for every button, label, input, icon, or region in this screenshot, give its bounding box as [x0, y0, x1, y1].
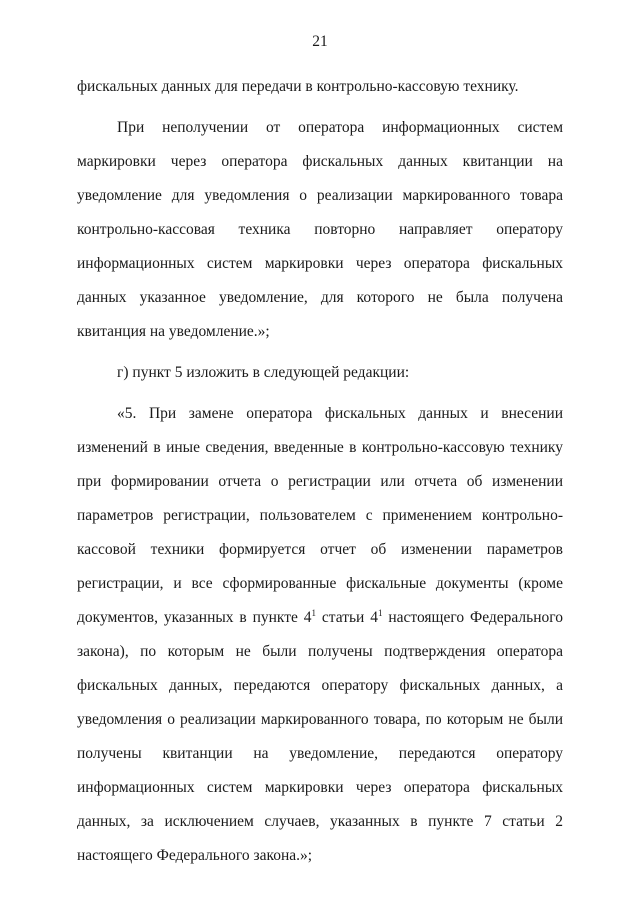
paragraph-item-5: [77, 397, 563, 873]
paragraph-continuation: фискальных данных для передачи в контрольно-кассовую технику.: [77, 78, 519, 95]
item-5-text-part1: «5. При замене оператора фискальных данных и внесении изменений в иные сведения, введенные в контрольно-кассовую технику при формировании отчета о регистрации или отчета об изменении параметров регистрации, пользователем с применением контрольно-кассовой техники формируется отчет об изменении параметров регистрации, и все сформированные фискальные документы (кроме документов, указанных в пункте 4: [77, 405, 563, 626]
paragraph-amendment-intro: г) пункт 5 изложить в следующей редакции:: [117, 364, 410, 381]
item-5-superscript-1: 1: [311, 608, 317, 618]
page-number: 21: [312, 33, 328, 50]
document-body: [77, 70, 563, 880]
paragraph-receipt-retry: При неполучении от оператора информационных систем маркировки через оператора фискальных данных квитанции на уведомление для уведомления о реализации маркированного товара контрольно-кассовая техника повторно направляет оператору информационных систем маркировки через оператора фискальных данных указанное уведомление, для которого не была получена квитанция на уведомление.»;: [77, 119, 563, 340]
item-5-text-part2: статьи 4: [316, 609, 378, 626]
item-5-text-part3: настоящего Федерального закона), по которым не были получены подтверждения оператора фискальных данных, передаются оператору фискальных данных, а уведомления о реализации маркированного товара, по которым не были получены квитанции на уведомление, передаются оператору информационных систем маркировки через оператора фискальных данных, за исключением случаев, указанных в пункте 7 статьи 2 настоящего Федерального закона.»;: [77, 609, 563, 864]
item-5-superscript-2: 1: [377, 608, 383, 618]
